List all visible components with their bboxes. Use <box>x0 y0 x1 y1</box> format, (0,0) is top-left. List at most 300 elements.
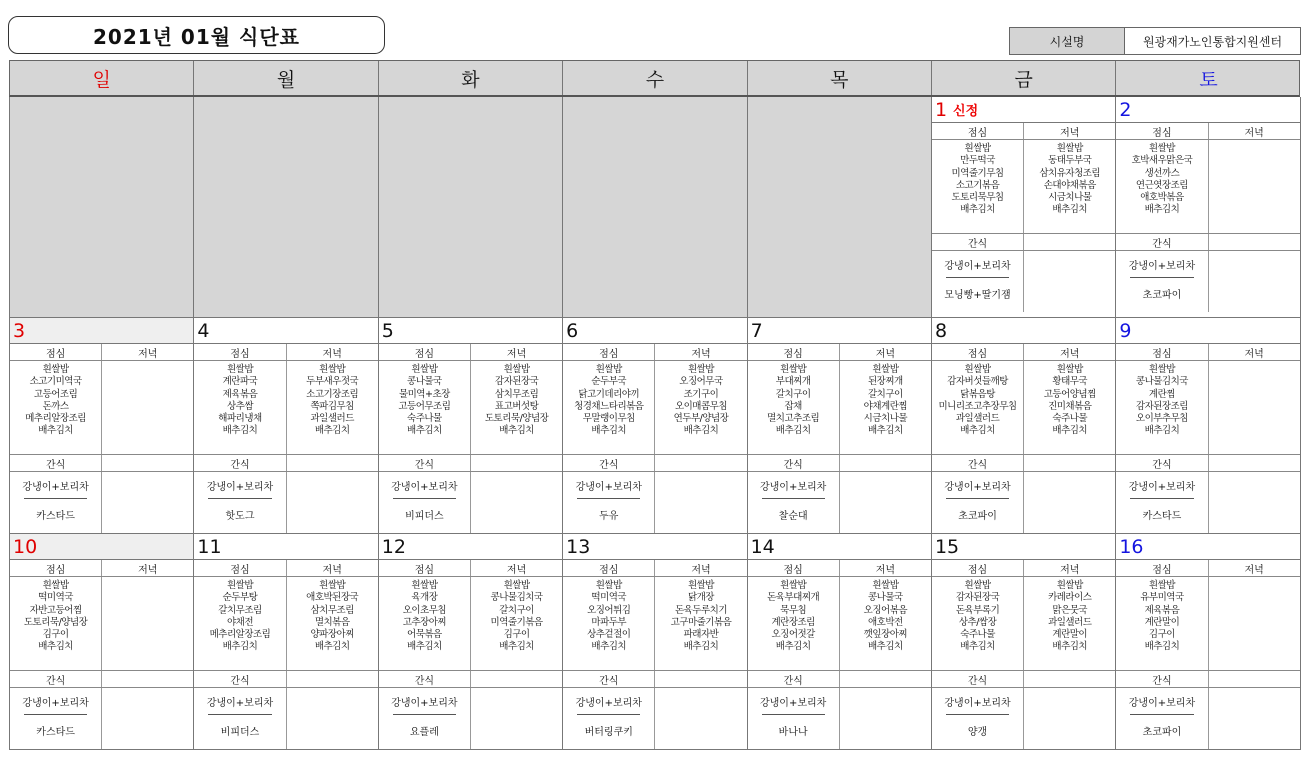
menu-item: 흰쌀밥 <box>1056 580 1083 591</box>
meal-menus <box>748 577 931 671</box>
lunch-menu <box>748 361 840 454</box>
snack-blank-column <box>287 472 378 533</box>
meal-header <box>563 560 746 577</box>
snack-header <box>932 455 1115 472</box>
menu-item: 양파장아찌 <box>310 629 354 641</box>
dinner-menu <box>840 361 931 454</box>
snack-label: 간식 <box>10 455 102 471</box>
menu-item: 호박새우맑은국 <box>1131 155 1193 167</box>
snack-header <box>563 671 746 688</box>
snack-drink: 강냉이+보리차 <box>379 472 470 499</box>
menu-item: 연두부/양념장 <box>673 413 729 425</box>
day-number: 3 <box>13 319 26 342</box>
menu-item: 배추김치 <box>1144 641 1180 653</box>
menu-item: 상추쌈 <box>226 400 253 412</box>
menu-item: 콩나물김치국 <box>1135 376 1188 388</box>
meal-header <box>1116 560 1299 577</box>
dinner-label: 저녁 <box>1060 564 1080 576</box>
day-cell <box>748 318 932 534</box>
week-row <box>9 318 1300 534</box>
day-cell <box>10 318 194 534</box>
menu-item: 멸치볶음 <box>314 616 350 628</box>
menu-item: 배추김치 <box>314 641 350 653</box>
menu-item: 소고기장조림 <box>306 388 359 400</box>
menu-item: 상추겉절이 <box>587 629 631 641</box>
dinner-menu <box>840 577 931 670</box>
menu-item: 숙주나물 <box>407 413 442 425</box>
dinner-label: 저녁 <box>691 564 711 576</box>
snack-blank <box>471 455 562 471</box>
day-number: 10 <box>13 535 38 558</box>
week-row <box>9 534 1300 750</box>
menu-item: 물미역+초장 <box>398 388 450 400</box>
menu-item: 잡채 <box>784 400 802 412</box>
snack-header <box>10 671 193 688</box>
menu-item: 카레라이스 <box>1048 592 1092 604</box>
snack-blank <box>1209 455 1300 471</box>
menu-item: 야채전 <box>226 616 253 628</box>
snack-blank-column <box>102 688 193 749</box>
snack-food: 요플레 <box>409 726 439 738</box>
day-number: 4 <box>197 319 210 342</box>
menu-item: 흰쌀밥 <box>1148 580 1175 591</box>
snack-blank-column <box>471 472 562 533</box>
day-cell <box>10 534 194 750</box>
menu-item: 멸치고추조림 <box>767 413 820 425</box>
snack-food: 비피더스 <box>220 726 260 738</box>
menu-item: 과일샐러드 <box>955 413 1000 425</box>
day-number: 16 <box>1119 535 1144 558</box>
snack-header <box>748 455 931 472</box>
menu-item: 흰쌀밥 <box>964 143 991 154</box>
menu-item: 계란찜 <box>1148 388 1175 400</box>
snack-column <box>194 688 286 749</box>
menu-item: 배추김치 <box>499 641 534 653</box>
lunch-menu <box>1116 140 1208 233</box>
snack-header <box>10 455 193 472</box>
weekday-header-cell: 화 <box>379 61 563 95</box>
dinner-menu <box>102 577 193 670</box>
menu-item: 육개장 <box>411 592 438 604</box>
menu-item: 콩나물국 <box>868 592 903 604</box>
menu-item: 제육볶음 <box>1144 604 1180 616</box>
snack-header <box>194 671 377 688</box>
meal-header <box>379 560 562 577</box>
menu-item: 감자버섯들깨탕 <box>947 376 1008 388</box>
facility-value: 원광재가노인통합지원센터 <box>1142 34 1283 49</box>
menu-item: 떡미역국 <box>591 592 627 604</box>
meal-header <box>748 560 931 577</box>
menu-item: 배추김치 <box>314 425 350 437</box>
meal-menus <box>1116 577 1299 671</box>
day-cell <box>563 534 747 750</box>
dinner-menu <box>1209 577 1300 670</box>
snack-blank-column <box>1209 472 1300 533</box>
meal-header <box>748 344 931 361</box>
menu-item: 흰쌀밥 <box>319 364 346 375</box>
dinner-menu <box>287 361 378 454</box>
menu-item: 만두떡국 <box>960 155 995 167</box>
menu-item: 배추김치 <box>407 425 442 437</box>
snack-food: 두유 <box>599 510 619 522</box>
snack-column <box>1116 472 1208 533</box>
menu-item: 두부새우젓국 <box>306 376 359 388</box>
lunch-label: 점심 <box>932 344 1024 360</box>
snack-menu <box>10 688 193 749</box>
snack-menu <box>379 472 562 533</box>
menu-item: 배추김치 <box>591 425 627 437</box>
day-cell <box>1116 534 1300 750</box>
snack-drink: 강냉이+보리차 <box>10 472 101 499</box>
menu-item: 표고버섯탕 <box>494 400 539 412</box>
lunch-menu <box>1116 361 1208 454</box>
dinner-menu <box>1024 577 1115 670</box>
snack-column <box>932 472 1024 533</box>
menu-item: 도토리묵/양념장 <box>23 616 88 628</box>
snack-column <box>379 472 471 533</box>
weekday-header-cell: 월 <box>194 61 378 95</box>
dinner-label: 저녁 <box>322 564 342 576</box>
snack-drink: 강냉이+보리차 <box>10 688 101 715</box>
lunch-menu <box>379 361 471 454</box>
menu-item: 소고기볶음 <box>955 179 1000 191</box>
menu-item: 닭볶음탕 <box>960 388 995 400</box>
snack-blank-column <box>1024 688 1115 749</box>
snack-label: 간식 <box>379 671 471 687</box>
snack-drink: 강냉이+보리차 <box>194 472 285 499</box>
snack-column <box>10 688 102 749</box>
day-number: 13 <box>566 535 591 558</box>
weekday-header-cell: 목 <box>748 61 932 95</box>
menu-item: 흰쌀밥 <box>226 364 253 375</box>
snack-blank <box>287 671 378 687</box>
menu-item: 고구마줄기볶음 <box>670 616 732 628</box>
day-number: 12 <box>381 535 406 558</box>
dinner-label: 저녁 <box>1060 127 1080 139</box>
menu-item: 김구이 <box>42 629 69 641</box>
menu-item: 시금치나물 <box>863 413 908 425</box>
snack-drink: 강냉이+보리차 <box>1116 251 1207 278</box>
menu-item: 깻잎장아찌 <box>863 629 908 641</box>
menu-item: 애호박전 <box>868 616 903 628</box>
dinner-menu <box>655 577 746 670</box>
menu-item: 숙주나물 <box>960 629 995 641</box>
menu-item: 미역줄기무침 <box>951 167 1004 179</box>
meal-menus <box>1116 361 1299 455</box>
meal-header <box>932 344 1115 361</box>
menu-item: 흰쌀밥 <box>687 580 714 591</box>
snack-column <box>379 688 471 749</box>
day-number: 8 <box>934 319 948 342</box>
snack-menu <box>563 472 746 533</box>
snack-food: 초코파이 <box>958 510 997 522</box>
menu-item: 돈까스 <box>42 400 69 412</box>
dinner-label: 저녁 <box>875 564 896 576</box>
menu-item: 흰쌀밥 <box>1148 143 1175 154</box>
menu-item: 흰쌀밥 <box>411 580 438 591</box>
snack-column <box>563 472 655 533</box>
dinner-label: 저녁 <box>1244 127 1264 139</box>
lunch-label: 점심 <box>194 344 286 360</box>
day-number: 14 <box>750 535 775 558</box>
lunch-label: 점심 <box>1116 344 1208 360</box>
day-cell <box>194 318 378 534</box>
lunch-menu <box>748 577 840 670</box>
menu-item: 미니리조고추장무침 <box>938 400 1017 412</box>
menu-item: 시금치나물 <box>1048 192 1092 204</box>
day-date-row <box>932 97 1115 123</box>
menu-item: 애호박볶음 <box>1140 192 1184 204</box>
menu-item: 제육볶음 <box>222 388 258 400</box>
snack-blank-column <box>1209 688 1300 749</box>
menu-item: 갈치구이 <box>775 388 811 400</box>
menu-item: 된장찌개 <box>868 376 903 388</box>
day-date-row <box>1116 318 1299 344</box>
meal-menus <box>10 577 193 671</box>
snack-blank <box>1209 234 1300 250</box>
meal-menus <box>563 361 746 455</box>
lunch-menu <box>1116 577 1208 670</box>
menu-item: 흰쌀밥 <box>872 364 899 375</box>
menu-item: 흰쌀밥 <box>319 580 346 591</box>
lunch-label: 점심 <box>194 560 286 576</box>
dinner-menu <box>1024 140 1115 233</box>
menu-item: 쪽파김무침 <box>310 400 354 412</box>
meal-header <box>379 344 562 361</box>
snack-drink: 강냉이+보리차 <box>932 688 1023 715</box>
day-cell <box>379 534 563 750</box>
menu-item: 연근엿장조림 <box>1135 179 1188 191</box>
snack-label: 간식 <box>10 671 102 687</box>
menu-item: 삼치무조림 <box>494 388 539 400</box>
facility-info <box>1009 27 1301 55</box>
menu-item: 흰쌀밥 <box>42 364 69 375</box>
lunch-label: 점심 <box>10 344 102 360</box>
lunch-menu <box>194 361 286 454</box>
menu-item: 흰쌀밥 <box>42 580 69 591</box>
lunch-label: 점심 <box>563 560 655 576</box>
menu-item: 배추김치 <box>1052 425 1088 437</box>
snack-blank-column <box>840 472 931 533</box>
menu-item: 흰쌀밥 <box>226 580 253 591</box>
snack-column <box>10 472 102 533</box>
menu-item: 배추김치 <box>775 425 811 437</box>
lunch-menu <box>10 577 102 670</box>
snack-drink: 강냉이+보리차 <box>1116 688 1207 715</box>
snack-blank-column <box>1024 251 1115 312</box>
day-cell <box>194 534 378 750</box>
snack-header <box>932 234 1115 251</box>
day-date-row <box>379 534 562 560</box>
lunch-label: 점심 <box>379 560 471 576</box>
snack-label: 간식 <box>194 455 286 471</box>
snack-blank-column <box>1209 251 1300 312</box>
snack-header <box>563 455 746 472</box>
dinner-label: 저녁 <box>506 564 527 576</box>
snack-blank <box>102 671 193 687</box>
menu-item: 흰쌀밥 <box>411 364 438 375</box>
snack-menu <box>748 472 931 533</box>
snack-header <box>932 671 1115 688</box>
snack-column <box>748 688 840 749</box>
day-cell <box>748 97 932 318</box>
lunch-label: 점심 <box>932 560 1024 576</box>
snack-menu <box>379 688 562 749</box>
menu-item: 부대찌개 <box>775 376 811 388</box>
day-date-row <box>10 318 193 344</box>
menu-item: 배추김치 <box>38 641 73 653</box>
menu-item: 배추김치 <box>407 641 442 653</box>
day-number: 5 <box>381 319 394 342</box>
lunch-label: 점심 <box>932 123 1024 139</box>
dinner-label: 저녁 <box>875 348 896 360</box>
snack-label: 간식 <box>932 234 1024 250</box>
weekday-header <box>9 60 1300 97</box>
snack-header <box>1116 234 1299 251</box>
menu-item: 소고기미역국 <box>29 376 82 388</box>
menu-item: 흰쌀밥 <box>595 364 622 375</box>
menu-item: 배추김치 <box>222 641 258 653</box>
menu-item: 도토리묵무침 <box>951 192 1004 204</box>
snack-blank <box>1024 234 1115 250</box>
snack-drink: 강냉이+보리차 <box>748 472 839 499</box>
menu-item: 배추김치 <box>1052 641 1088 653</box>
menu-item: 배추김치 <box>960 641 995 653</box>
menu-item: 오이초무침 <box>402 604 447 616</box>
day-cell <box>194 97 378 318</box>
snack-food: 초코파이 <box>1142 289 1182 301</box>
menu-item: 동태두부국 <box>1048 155 1092 167</box>
snack-label: 간식 <box>563 671 655 687</box>
menu-item: 숙주나물 <box>1052 413 1088 425</box>
menu-item: 고등어양념찜 <box>1043 388 1096 400</box>
menu-item: 김구이 <box>1148 629 1175 641</box>
lunch-label: 점심 <box>748 560 840 576</box>
menu-item: 진미채볶음 <box>1048 400 1092 412</box>
dinner-menu <box>287 577 378 670</box>
menu-item: 갈치무조림 <box>218 604 262 616</box>
day-date-row <box>563 318 746 344</box>
menu-item: 배추김치 <box>960 204 995 216</box>
snack-label: 간식 <box>1116 455 1208 471</box>
menu-item: 계란말이 <box>1144 616 1180 628</box>
dinner-label: 저녁 <box>138 348 158 360</box>
menu-item: 청경채느타리볶음 <box>574 400 644 412</box>
snack-column <box>1116 251 1208 312</box>
menu-item: 애호박된장국 <box>306 592 359 604</box>
snack-food: 버터링쿠키 <box>584 726 633 738</box>
day-date-row <box>10 534 193 560</box>
snack-menu <box>1116 688 1299 749</box>
menu-item: 오징어젓갈 <box>771 629 815 641</box>
menu-item: 오징어볶음 <box>863 604 908 616</box>
lunch-menu <box>379 577 471 670</box>
day-number: 6 <box>566 319 579 342</box>
holiday-label: 신정 <box>953 104 979 119</box>
snack-column <box>563 688 655 749</box>
day-cell <box>563 97 747 318</box>
snack-column <box>932 688 1024 749</box>
day-cell <box>1116 318 1300 534</box>
snack-blank <box>840 671 931 687</box>
menu-item: 계란파국 <box>222 376 258 388</box>
lunch-menu <box>563 361 655 454</box>
snack-label: 간식 <box>1116 671 1208 687</box>
snack-menu <box>748 688 931 749</box>
menu-item: 미역줄기볶음 <box>490 616 543 628</box>
snack-food: 초코파이 <box>1142 726 1182 738</box>
day-date-row <box>932 318 1115 344</box>
dinner-menu <box>1209 361 1300 454</box>
snack-menu <box>932 472 1115 533</box>
snack-drink: 강냉이+보리차 <box>194 688 285 715</box>
menu-item: 순두부국 <box>591 376 627 388</box>
snack-blank <box>1209 671 1300 687</box>
menu-item: 흰쌀밥 <box>503 364 530 375</box>
meal-menus <box>932 577 1115 671</box>
menu-item: 흰쌀밥 <box>780 580 807 591</box>
meal-header <box>1116 344 1299 361</box>
snack-drink: 강냉이+보리차 <box>563 688 654 715</box>
facility-label: 시설명 <box>1010 28 1125 54</box>
snack-blank-column <box>655 472 746 533</box>
menu-item: 배추김치 <box>868 641 903 653</box>
snack-label: 간식 <box>748 455 840 471</box>
menu-item: 콩나물국 <box>407 376 442 388</box>
snack-food: 카스타드 <box>36 726 75 738</box>
day-number: 7 <box>750 319 763 342</box>
snack-menu <box>932 688 1115 749</box>
snack-food: 양갱 <box>967 726 988 738</box>
day-date-row <box>748 534 931 560</box>
menu-item: 흰쌀밥 <box>1148 364 1175 375</box>
menu-item: 배추김치 <box>38 425 73 437</box>
snack-blank <box>471 671 562 687</box>
day-date-row <box>194 534 377 560</box>
menu-item: 고추장아찌 <box>402 616 447 628</box>
menu-item: 도토리묵/양념장 <box>484 413 549 425</box>
meal-menus <box>10 361 193 455</box>
snack-blank-column <box>655 688 746 749</box>
day-number: 2 <box>1119 98 1132 121</box>
day-cell <box>379 318 563 534</box>
menu-item: 계란말이 <box>1052 629 1088 641</box>
menu-item: 배추김치 <box>960 425 995 437</box>
day-cell <box>10 97 194 318</box>
snack-drink: 강냉이+보리차 <box>563 472 654 499</box>
meal-menus <box>563 577 746 671</box>
dinner-label: 저녁 <box>691 348 711 360</box>
menu-item: 김구이 <box>503 629 530 641</box>
lunch-menu <box>563 577 655 670</box>
snack-header <box>1116 455 1299 472</box>
menu-item: 떡미역국 <box>38 592 73 604</box>
day-number: 15 <box>934 535 960 558</box>
menu-item: 감자된장국 <box>494 376 539 388</box>
dinner-menu <box>1209 140 1300 233</box>
snack-blank-column <box>471 688 562 749</box>
menu-item: 돈육부대찌개 <box>767 592 820 604</box>
menu-item: 흰쌀밥 <box>964 364 991 375</box>
menu-item: 닭개장 <box>687 592 714 604</box>
menu-item: 오이매콤무침 <box>674 400 727 412</box>
menu-item: 과일샐러드 <box>1048 616 1092 628</box>
menu-item: 흰쌀밥 <box>595 580 622 591</box>
menu-item: 마파두부 <box>591 616 627 628</box>
day-cell <box>932 97 1116 318</box>
menu-item: 배추김치 <box>222 425 258 437</box>
menu-item: 배추김치 <box>683 641 719 653</box>
